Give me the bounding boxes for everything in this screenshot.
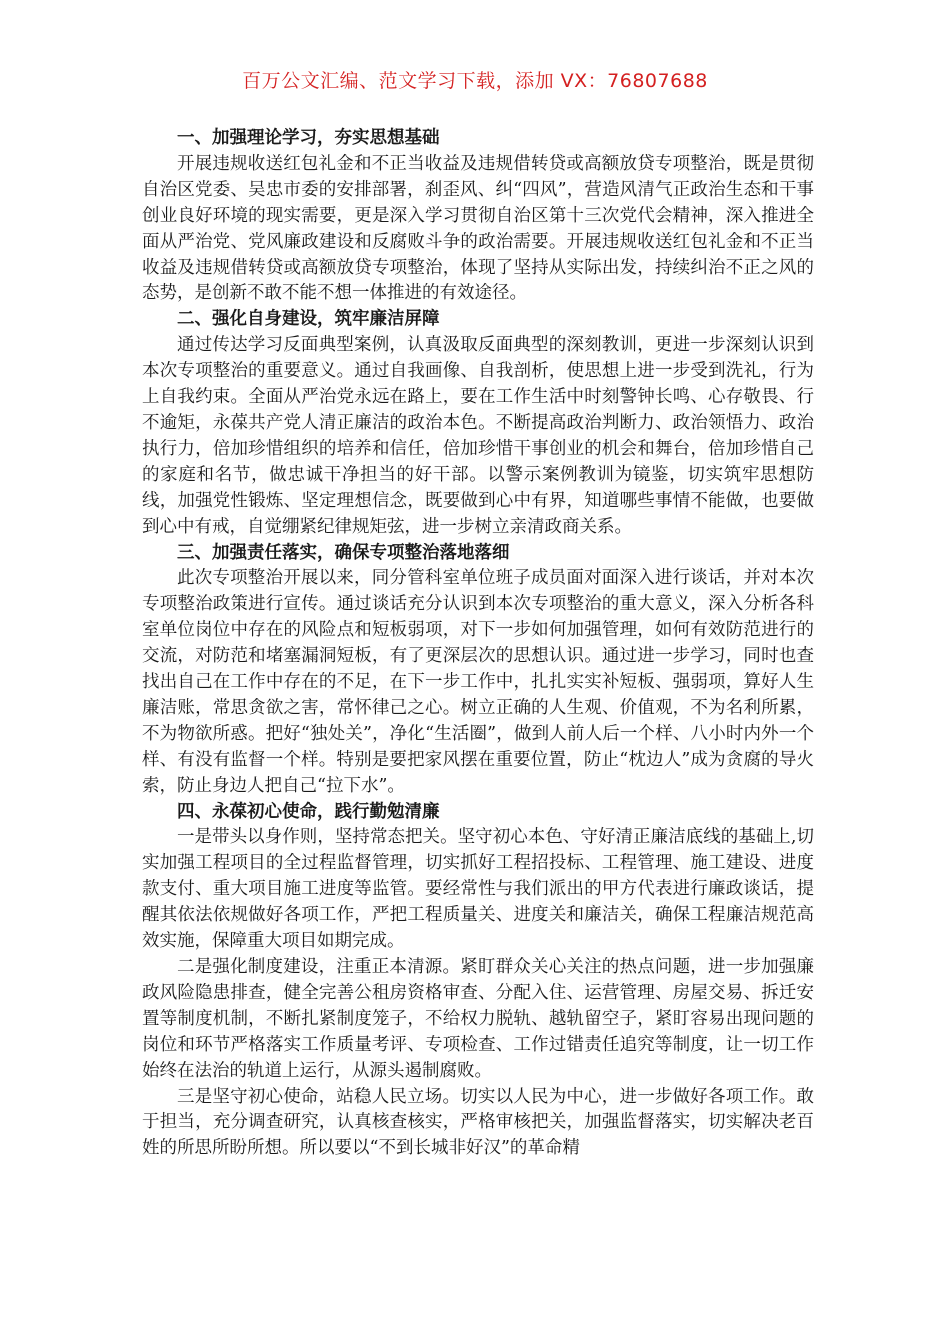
section-3-paragraph-1: 此次专项整治开展以来，同分管科室单位班子成员面对面深入进行谈话，并对本次专项整治政策进行宣传。通过谈话充分认识到本次专项整治的重大意义，深入分析各科室单位岗位中存在的风险点和短板弱项，对下一步如何加强管理，如何有效防范进行的交流，对防范和堵塞漏洞短板，有了更深层次的思想认识。通过进一步学习，同时也查找出自己在工作中存在的不足，在下一步工作中，扎扎实实补短板、强弱项，算好人生廉洁账，常思贪欲之害，常怀律己之心。树立正确的人生观、价值观，不为名利所累，不为物欲所惑。把好“独处关”，净化“生活圈”，做到人前人后一个样、八小时内外一个样、有没有监督一个样。特别是要把家风摆在重要位置，防止“枕边人”成为贪腐的导火索，防止身边人把自己“拉下水”。 <box>142 568 814 796</box>
section-heading-2: 二、强化自身建设，筑牢廉洁屏障 <box>177 309 440 330</box>
section-heading-3: 三、加强责任落实，确保专项整治落地落细 <box>177 542 510 563</box>
section-4-paragraph-1: 一是带头以身作则，坚持常态把关。坚守初心本色、守好清正廉洁底线的基础上,切实加强工程项目的全过程监督管理，切实抓好工程招投标、工程管理、施工建设、进度款支付、重大项目施工进度等监管。要经常性与我们派出的甲方代表进行廉政谈话，提醒其依法依规做好各项工作，严把工程质量关、进度关和廉洁关，确保工程廉洁规范高效实施，保障重大项目如期完成。 <box>142 827 814 952</box>
document-body <box>142 126 814 1162</box>
section-4-paragraph-3: 三是坚守初心使命，站稳人民立场。切实以人民为中心，进一步做好各项工作。敢于担当，充分调查研究，认真核查核实，严格审核把关，加强监督落实，切实解决老百姓的所思所盼所想。所以要以“不到长城非好汉”的革命精 <box>142 1086 814 1159</box>
section-heading-4: 四、永葆初心使命，践行勤勉清廉 <box>177 801 440 822</box>
section-1-paragraph-1: 开展违规收送红包礼金和不正当收益及违规借转贷或高额放贷专项整治，既是贯彻自治区党委、吴忠市委的安排部署，刹歪风、纠“四风”，营造风清气正政治生态和干事创业良好环境的现实需要，更是深入学习贯彻自治区第十三次党代会精神，深入推进全面从严治党、党风廉政建设和反腐败斗争的政治需要。开展违规收送红包礼金和不正当收益及违规借转贷或高额放贷专项整治，体现了坚持从实际出发，持续纠治不正之风的态势，是创新不敢不能不想一体推进的有效途径。 <box>142 153 814 304</box>
section-4-paragraph-2: 二是强化制度建设，注重正本清源。紧盯群众关心关注的热点问题，进一步加强廉政风险隐患排查，健全完善公租房资格审查、分配入住、运营管理、房屋交易、拆迁安置等制度机制，不断扎紧制度笼子，不给权力脱轨、越轨留空子，紧盯容易出现问题的岗位和环节严格落实工作质量考评、专项检查、工作过错责任追究等制度，让一切工作始终在法治的轨道上运行，从源头遏制腐败。 <box>142 957 814 1081</box>
section-2-paragraph-1: 通过传达学习反面典型案例，认真汲取反面典型的深刻教训，更进一步深刻认识到本次专项整治的重要意义。通过自我画像、自我剖析，使思想上进一步受到洗礼，行为上自我约束。全面从严治党永远在路上，要在工作生活中时刻警钟长鸣、心存敬畏、行不逾矩，永葆共产党人清正廉洁的政治本色。不断提高政治判断力、政治领悟力、政治执行力，倍加珍惜组织的培养和信任，倍加珍惜干事创业的机会和舞台，倍加珍惜自己的家庭和名节，做忠诚干净担当的好干部。以警示案例教训为镜鉴，切实筑牢思想防线，加强党性锻炼、坚定理想信念，既要做到心中有界，知道哪些事情不能做，也要做到心中有戒，自觉绷紧纪律规矩弦，进一步树立亲清政商关系。 <box>142 335 814 537</box>
promo-banner: 百万公文汇编、范文学习下载，添加 VX：76807688 <box>242 70 708 92</box>
section-heading-1: 一、加强理论学习，夯实思想基础 <box>177 128 440 148</box>
